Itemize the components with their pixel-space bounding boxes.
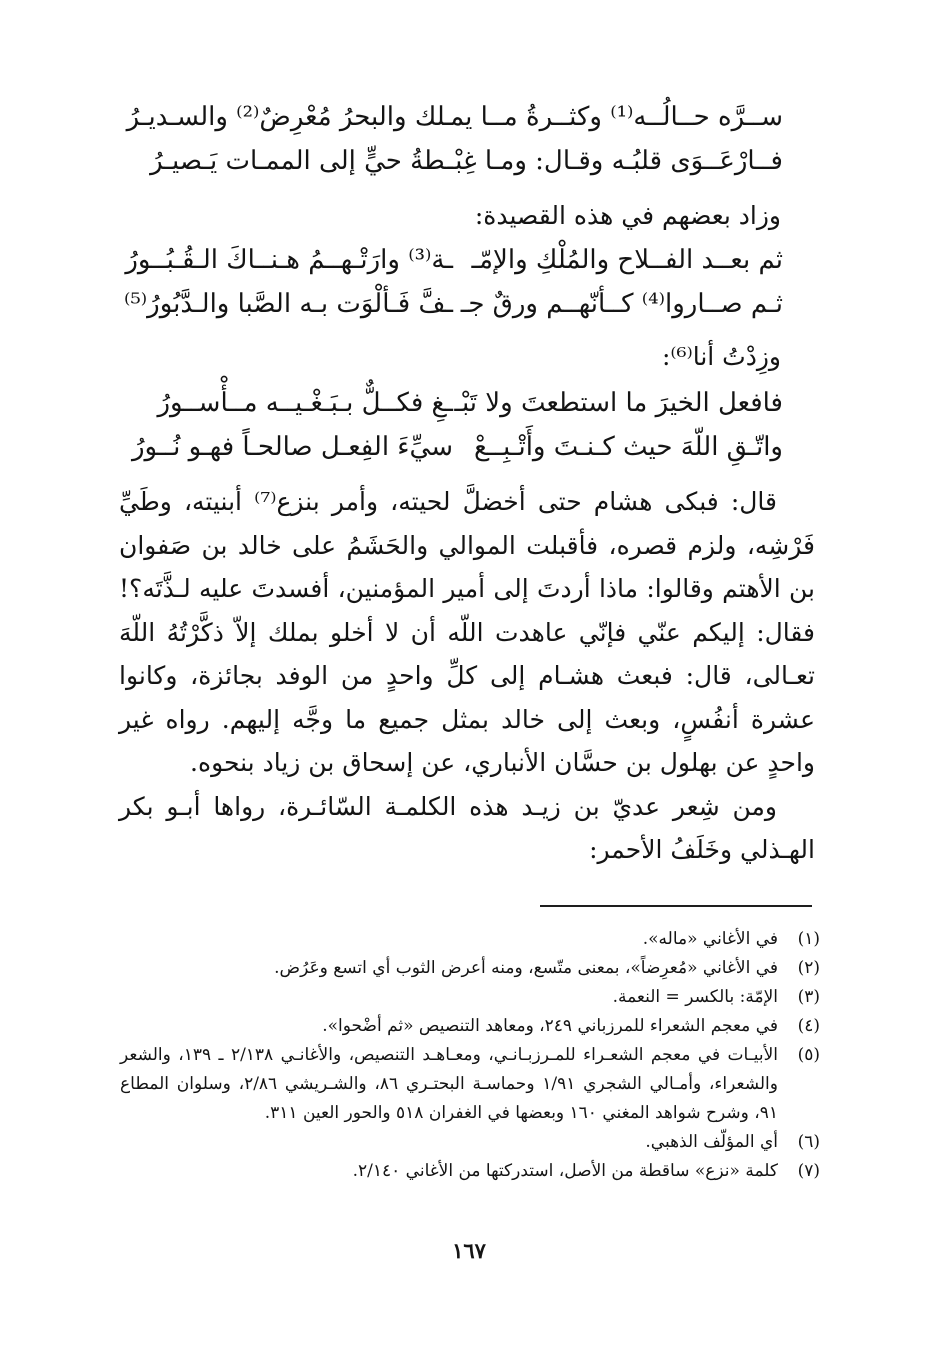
verse-second-hemistich: ـلك والبحرُ مُعْرِضٌ⁽²⁾ والسـديـرُ	[126, 102, 453, 132]
footnote-separator	[540, 905, 812, 907]
footnote-text: أي المؤلّف الذهبي.	[645, 1132, 778, 1152]
footnote-text: كلمة «نزع» ساقطة من الأصل، استدركتها من الأغاني ٢/١٤٠.	[352, 1161, 778, 1181]
prose-body	[119, 480, 815, 872]
footnote-text: في معجم الشعراء للمرزباني ٢٤٩، ومعاهد التنصيص «ثم أضْحوا».	[322, 1016, 778, 1036]
verse-group-1	[123, 95, 783, 183]
verse-line	[123, 381, 783, 425]
footnote-number: (١)	[797, 929, 820, 949]
verse-line	[123, 139, 783, 183]
footnote-number: (٥)	[797, 1045, 820, 1065]
verse-first-hemistich: ســرَّه حــالُــه⁽¹⁾ وكثــرةُ مــا يمـ	[442, 102, 783, 132]
paragraph: قال: فبكى هشام حتى أخضلَّ لحيته، وأمر بنزع⁽⁷⁾ أبنيته، وطَيِّ فَرْشِه، ولزم قصره، فأقبلت الموالي والحَشَمُ على خالد بن صَفوان بن الأهتم وقالوا: ماذا أردتَ إلى أمير المؤمنين، أفسدتَ عليه لـذَّتَه؟! فقال: إليكم عنّي فإنّي عاهدت اللّه أن لا أخلو بملك إلاّ ذكَّرْتُهُ اللّهَ تعـالى، قال: فبعث هشـام إلى كلِّ واحدٍ من الوفد بجائزة، وكانوا عشرة أنفُسٍ، وبعث إلى خالد بمثل جميع ما وجَّه إليهم. رواه غير واحدٍ عن بهلول بن حسَّان الأنباري، عن إسحاق بن زياد بنحوه.	[119, 487, 815, 777]
footnote	[120, 1157, 820, 1186]
verse-first-hemistich: واتّـقِ اللّهَ حيث كـنـتَ وأَتْـبِــعْ	[473, 432, 783, 462]
verse-first-hemistich: فافعل الخيرَ ما استطعتَ ولا تَبْـ	[454, 388, 783, 418]
footnote-number: (٣)	[797, 987, 820, 1007]
page-number: ١٦٧	[452, 1238, 486, 1263]
verse-line	[123, 425, 783, 469]
verse-line	[123, 95, 783, 139]
verse-note: وزِدْتُ أنا⁽⁶⁾:	[661, 342, 781, 371]
footnotes	[120, 925, 820, 1186]
footnote	[120, 1012, 820, 1041]
footnote-number: (٧)	[797, 1161, 820, 1181]
footnote	[120, 1041, 820, 1128]
verse-line	[123, 238, 783, 282]
footnote-text: في الأغاني «مُعرِضاً»، بمعنى متّسع، ومنه أعرض الثوب أي اتسع وعَرُض.	[274, 958, 778, 978]
footnote	[120, 983, 820, 1012]
footnote	[120, 1128, 820, 1157]
verse-second-hemistich: ـفَّ فَـألْوَت بـه الصَّبا والـدَّبُورُ⁽⁵⁾	[123, 289, 453, 319]
footnote-text: الإمّة: بالكسر = النعمة.	[612, 987, 778, 1007]
verse-group-2	[123, 238, 783, 326]
paragraph: ومن شِعر عديّ بن زيـد هذه الكلمـة السّائـرة، رواها أبـو بكر الهـذلي وخَلَفُ الأحمر:	[119, 791, 815, 864]
verse-second-hemistich: سيِّءَ الفِعـل صالحـاً فهـو نُــورُ	[131, 432, 453, 462]
verse-note: وزاد بعضهم في هذه القصيدة:	[474, 201, 781, 230]
footnote-text: في الأغاني «ماله».	[642, 929, 778, 949]
footnote-number: (٦)	[797, 1132, 820, 1152]
verse-second-hemistich: ـة⁽³⁾ وارَتْـهــمُ هـنــاكَ الـقُـبُــورُ	[125, 245, 453, 275]
verse-second-hemistich: ـطةُ حيٍّ إلى الممـات يَـصيـرُ	[150, 146, 453, 176]
verse-line	[123, 282, 783, 326]
verse-first-hemistich: ثم بعــد الفــلاح والمُلْكِ والإمّـ	[471, 245, 783, 275]
verse-group-3	[123, 381, 783, 469]
verse-first-hemistich: ثـم صــاروا⁽⁴⁾ كــأنّهــم ورقٌ جـ	[460, 289, 783, 319]
footnote	[120, 954, 820, 983]
footnote-number: (٢)	[797, 958, 820, 978]
verse-first-hemistich: فــارْعَــوَى قلبُـه وقـال: ومـا غِبْـ	[447, 146, 783, 176]
verse-second-hemistich: ـغِ فكــلٌّ بـبَـغْـيــه مــأْســورُ	[157, 388, 453, 418]
footnote	[120, 925, 820, 954]
footnote-number: (٤)	[797, 1016, 820, 1036]
footnote-text: الأبيـات في معجم الشعـراء للمـرزبـانـي، ومعـاهـد التنصيص، والأغانـي ٢/١٣٨ ـ ١٣٩، والشعر والشعراء، وأمـالي الشجري ١/٩١ وحماسـة البحتـري ٨٦، والشـريشي ٢/٨٦، وسلوان المطاع ٩١، وشرح شواهد المغني ١٦٠ وبعضها في الغفران ٥١٨ والحور العين ٣١١.	[120, 1045, 778, 1123]
